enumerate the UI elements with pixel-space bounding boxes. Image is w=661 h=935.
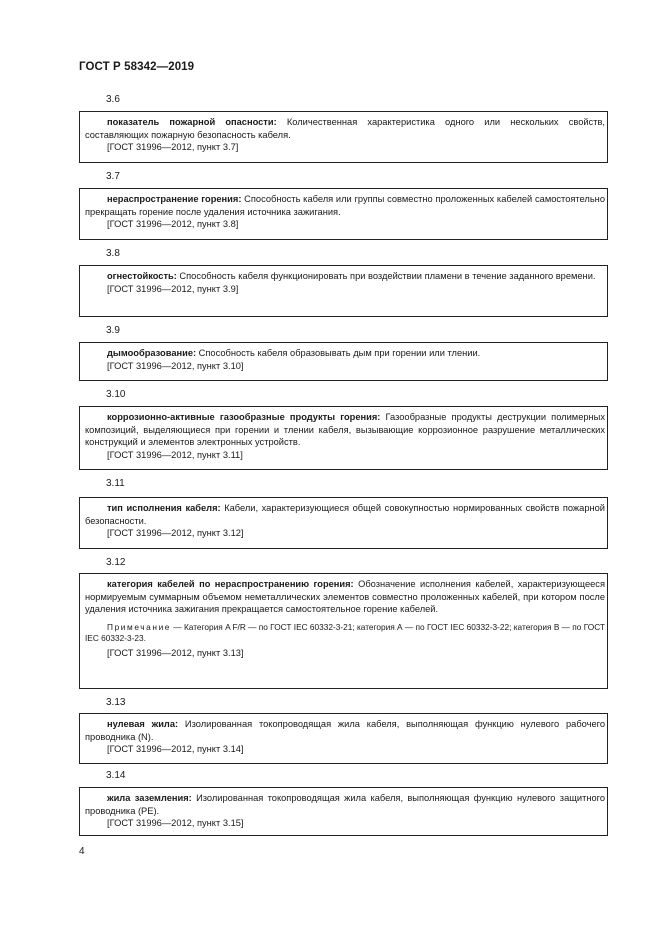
term-name: дымообразование: bbox=[107, 348, 197, 358]
term-entry bbox=[79, 573, 608, 689]
term-number: 3.8 bbox=[106, 248, 120, 259]
term-name: тип исполнения кабеля: bbox=[107, 503, 221, 513]
term-definition bbox=[85, 502, 605, 527]
term-source: [ГОСТ 31996—2012, пункт 3.12] bbox=[107, 528, 244, 538]
term-number: 3.7 bbox=[106, 171, 120, 182]
term-definition bbox=[85, 718, 605, 743]
note-label: Примечание bbox=[107, 621, 172, 632]
definition-text: Кабели, характеризующиеся общей совокупностью нормированных свойств пожарной безопасности. bbox=[85, 503, 605, 526]
term-name: нулевая жила: bbox=[107, 719, 179, 729]
definition-text: Количественная характеристика одного или нескольких свойств, составляющих пожарную безопасность кабеля. bbox=[85, 117, 605, 140]
term-entry bbox=[79, 713, 608, 764]
term-number: 3.13 bbox=[106, 697, 126, 708]
definition-text: Изолированная токопроводящая жила кабеля, выполняющая функцию нулевого защитного проводника (PE). bbox=[85, 793, 605, 816]
term-name: нераспространение горения: bbox=[107, 194, 242, 204]
term-definition bbox=[85, 347, 605, 360]
term-number: 3.9 bbox=[106, 325, 120, 336]
term-number: 3.12 bbox=[106, 557, 126, 568]
note-text: — Категория A F/R — по ГОСТ IEC 60332-3-21; категория А — по ГОСТ IEC 60332-3-22; категория В — по ГОСТ IEC 60332-3-23. bbox=[85, 621, 605, 643]
term-definition bbox=[85, 578, 605, 616]
term-definition bbox=[85, 270, 605, 283]
document-header: ГОСТ Р 58342—2019 bbox=[79, 61, 195, 73]
term-entry bbox=[79, 787, 608, 836]
definition-text: Обозначение исполнения кабелей, характеризующееся нормируемым суммарным объемом неметаллических элементов совместно проложенных кабелей, при котором после удаления источника зажигания прекращается самостоятельное горение кабелей. bbox=[85, 579, 605, 614]
term-source: [ГОСТ 31996—2012, пункт 3.13] bbox=[107, 647, 244, 658]
term-entry bbox=[79, 342, 608, 381]
term-name: жила заземления: bbox=[107, 793, 192, 803]
definition-text: Способность кабеля образовывать дым при горении или тлении. bbox=[196, 348, 481, 358]
term-name: показатель пожарной опасности: bbox=[107, 117, 277, 127]
term-number: 3.11 bbox=[106, 478, 125, 489]
term-definition bbox=[85, 193, 605, 218]
term-source: [ГОСТ 31996—2012, пункт 3.11] bbox=[107, 449, 243, 460]
term-entry bbox=[79, 406, 608, 470]
term-entry bbox=[79, 111, 608, 163]
term-name: коррозионно-активные газообразные продукты горения: bbox=[107, 412, 381, 422]
term-number: 3.14 bbox=[106, 770, 126, 781]
term-source: [ГОСТ 31996—2012, пункт 3.9] bbox=[107, 283, 239, 294]
term-number: 3.6 bbox=[106, 94, 120, 105]
page-number: 4 bbox=[79, 846, 85, 857]
term-number: 3.10 bbox=[106, 389, 126, 400]
term-definition bbox=[85, 792, 605, 817]
definition-text: Газообразные продукты деструкции полимерных композиций, выделяющиеся при горении и тлении кабеля, вызывающие коррозионное разрушение металлических конструкций и элементов электронных устройств. bbox=[85, 412, 605, 447]
term-source: [ГОСТ 31996—2012, пункт 3.15] bbox=[107, 818, 244, 828]
definition-text: Способность кабеля или группы совместно проложенных кабелей самостоятельно прекращать горение после удаления источника зажигания. bbox=[85, 194, 605, 217]
term-note bbox=[85, 622, 605, 644]
term-definition bbox=[85, 411, 605, 449]
term-source: [ГОСТ 31996—2012, пункт 3.7] bbox=[107, 142, 239, 152]
term-entry bbox=[79, 497, 608, 549]
term-definition bbox=[85, 116, 605, 141]
term-entry bbox=[79, 265, 608, 317]
term-source: [ГОСТ 31996—2012, пункт 3.8] bbox=[107, 219, 239, 229]
definition-text: Изолированная токопроводящая жила кабеля, выполняющая функцию нулевого рабочего проводника (N). bbox=[85, 719, 605, 742]
term-name: категория кабелей по нераспространению горения: bbox=[107, 579, 354, 589]
term-name: огнестойкость: bbox=[107, 271, 177, 281]
term-entry bbox=[79, 188, 608, 240]
term-source: [ГОСТ 31996—2012, пункт 3.14] bbox=[107, 744, 244, 754]
term-source: [ГОСТ 31996—2012, пункт 3.10] bbox=[107, 360, 244, 371]
definition-text: Способность кабеля функционировать при воздействии пламени в течение заданного времени. bbox=[176, 271, 596, 281]
